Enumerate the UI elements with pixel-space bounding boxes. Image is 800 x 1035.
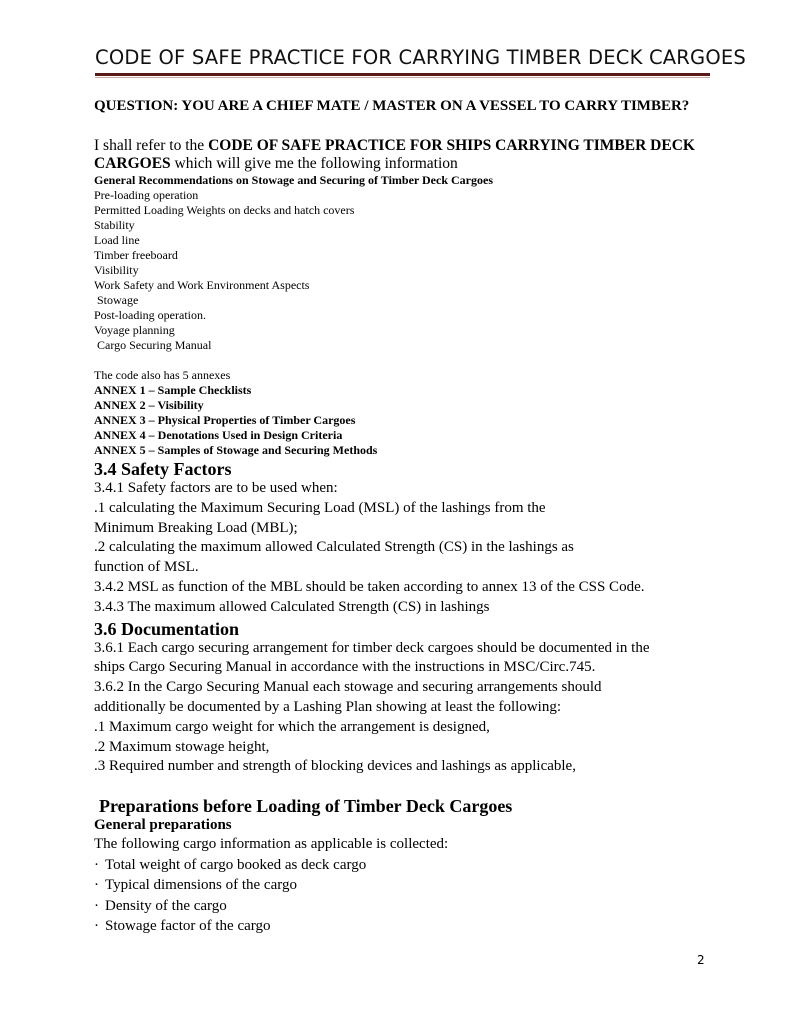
annex-item: ANNEX 4 – Denotations Used in Design Criteria (94, 428, 343, 442)
list-item: Load line (94, 233, 140, 247)
documentation-line: 3.6.2 In the Cargo Securing Manual each stowage and securing arrangements should (94, 679, 602, 696)
list-item: Stability (94, 218, 135, 232)
documentation-title: 3.6 Documentation (94, 618, 239, 639)
bullet-icon: · (94, 877, 99, 894)
list-item-text: Density of the cargo (105, 897, 227, 914)
annex-intro: The code also has 5 annexes (94, 368, 231, 382)
list-item (94, 896, 704, 916)
preparations-title: Preparations before Loading of Timber Deck Cargoes (99, 796, 513, 817)
recommendations-list (94, 188, 704, 353)
documentation-line: 3.6.1 Each cargo securing arrangement for timber deck cargoes should be documented in the (94, 639, 650, 656)
annex-list (94, 383, 704, 458)
list-item: Cargo Securing Manual (97, 338, 212, 352)
documentation-line: additionally be documented by a Lashing Plan showing at least the following: (94, 698, 561, 715)
recommendations-heading: General Recommendations on Stowage and Securing of Timber Deck Cargoes (94, 173, 493, 187)
list-item: Permitted Loading Weights on decks and hatch covers (94, 203, 355, 217)
documentation-line: .3 Required number and strength of blocking devices and lashings as applicable, (94, 758, 576, 775)
intro-tail: which will give me the following information (170, 155, 458, 172)
list-item: Pre-loading operation (94, 188, 199, 202)
page-header-title: CODE OF SAFE PRACTICE FOR CARRYING TIMBER DECK CARGOES (95, 46, 747, 69)
safety-line: function of MSL. (94, 559, 199, 576)
header-divider-light (95, 77, 710, 78)
bullet-icon: · (94, 897, 99, 914)
intro-paragraph (94, 137, 704, 173)
list-item (94, 855, 704, 875)
code-name: CODE OF SAFE PRACTICE FOR SHIPS CARRYING TIMBER DECK CARGOES (94, 137, 695, 172)
list-item (94, 916, 704, 936)
safety-line: Minimum Breaking Load (MBL); (94, 519, 298, 536)
general-preparations-heading: General preparations (94, 817, 232, 834)
annex-item: ANNEX 5 – Samples of Stowage and Securing Methods (94, 443, 378, 457)
list-item (94, 875, 704, 895)
safety-line: 3.4.2 MSL as function of the MBL should be taken according to annex 13 of the CSS Code. (94, 578, 645, 595)
page-number: 2 (697, 953, 705, 967)
documentation-line: .1 Maximum cargo weight for which the arrangement is designed, (94, 718, 490, 735)
documentation-line: .2 Maximum stowage height, (94, 738, 270, 755)
documentation-line: ships Cargo Securing Manual in accordance with the instructions in MSC/Circ.745. (94, 659, 596, 676)
bullet-icon: · (94, 918, 99, 935)
safety-line: .1 calculating the Maximum Securing Load (MSL) of the lashings from the (94, 499, 546, 516)
annex-item: ANNEX 3 – Physical Properties of Timber Cargoes (94, 413, 356, 427)
preparations-intro: The following cargo information as applicable is collected: (94, 836, 449, 853)
annex-item: ANNEX 2 – Visibility (94, 398, 204, 412)
safety-line: 3.4.3 The maximum allowed Calculated Strength (CS) in lashings (94, 598, 490, 615)
safety-factors-title: 3.4 Safety Factors (94, 459, 232, 479)
annex-item: ANNEX 1 – Sample Checklists (94, 383, 252, 397)
list-item: Timber freeboard (94, 248, 178, 262)
header-divider (95, 73, 710, 76)
question-heading: QUESTION: YOU ARE A CHIEF MATE / MASTER ON A VESSEL TO CARRY TIMBER? (94, 98, 690, 114)
list-item: Work Safety and Work Environment Aspects (94, 278, 310, 292)
list-item: Post-loading operation. (94, 308, 206, 322)
document-body (94, 97, 704, 937)
list-item-text: Typical dimensions of the cargo (105, 877, 297, 894)
bullet-icon: · (94, 856, 99, 873)
cargo-info-list (94, 855, 704, 937)
list-item: Stowage (97, 293, 139, 307)
list-item: Voyage planning (94, 323, 175, 337)
safety-line: 3.4.1 Safety factors are to be used when: (94, 480, 338, 496)
safety-line: .2 calculating the maximum allowed Calculated Strength (CS) in the lashings as (94, 539, 574, 556)
intro-lead: I shall refer to the (94, 137, 209, 154)
list-item-text: Total weight of cargo booked as deck cargo (105, 856, 367, 873)
list-item: Visibility (94, 263, 139, 277)
list-item-text: Stowage factor of the cargo (105, 918, 271, 935)
